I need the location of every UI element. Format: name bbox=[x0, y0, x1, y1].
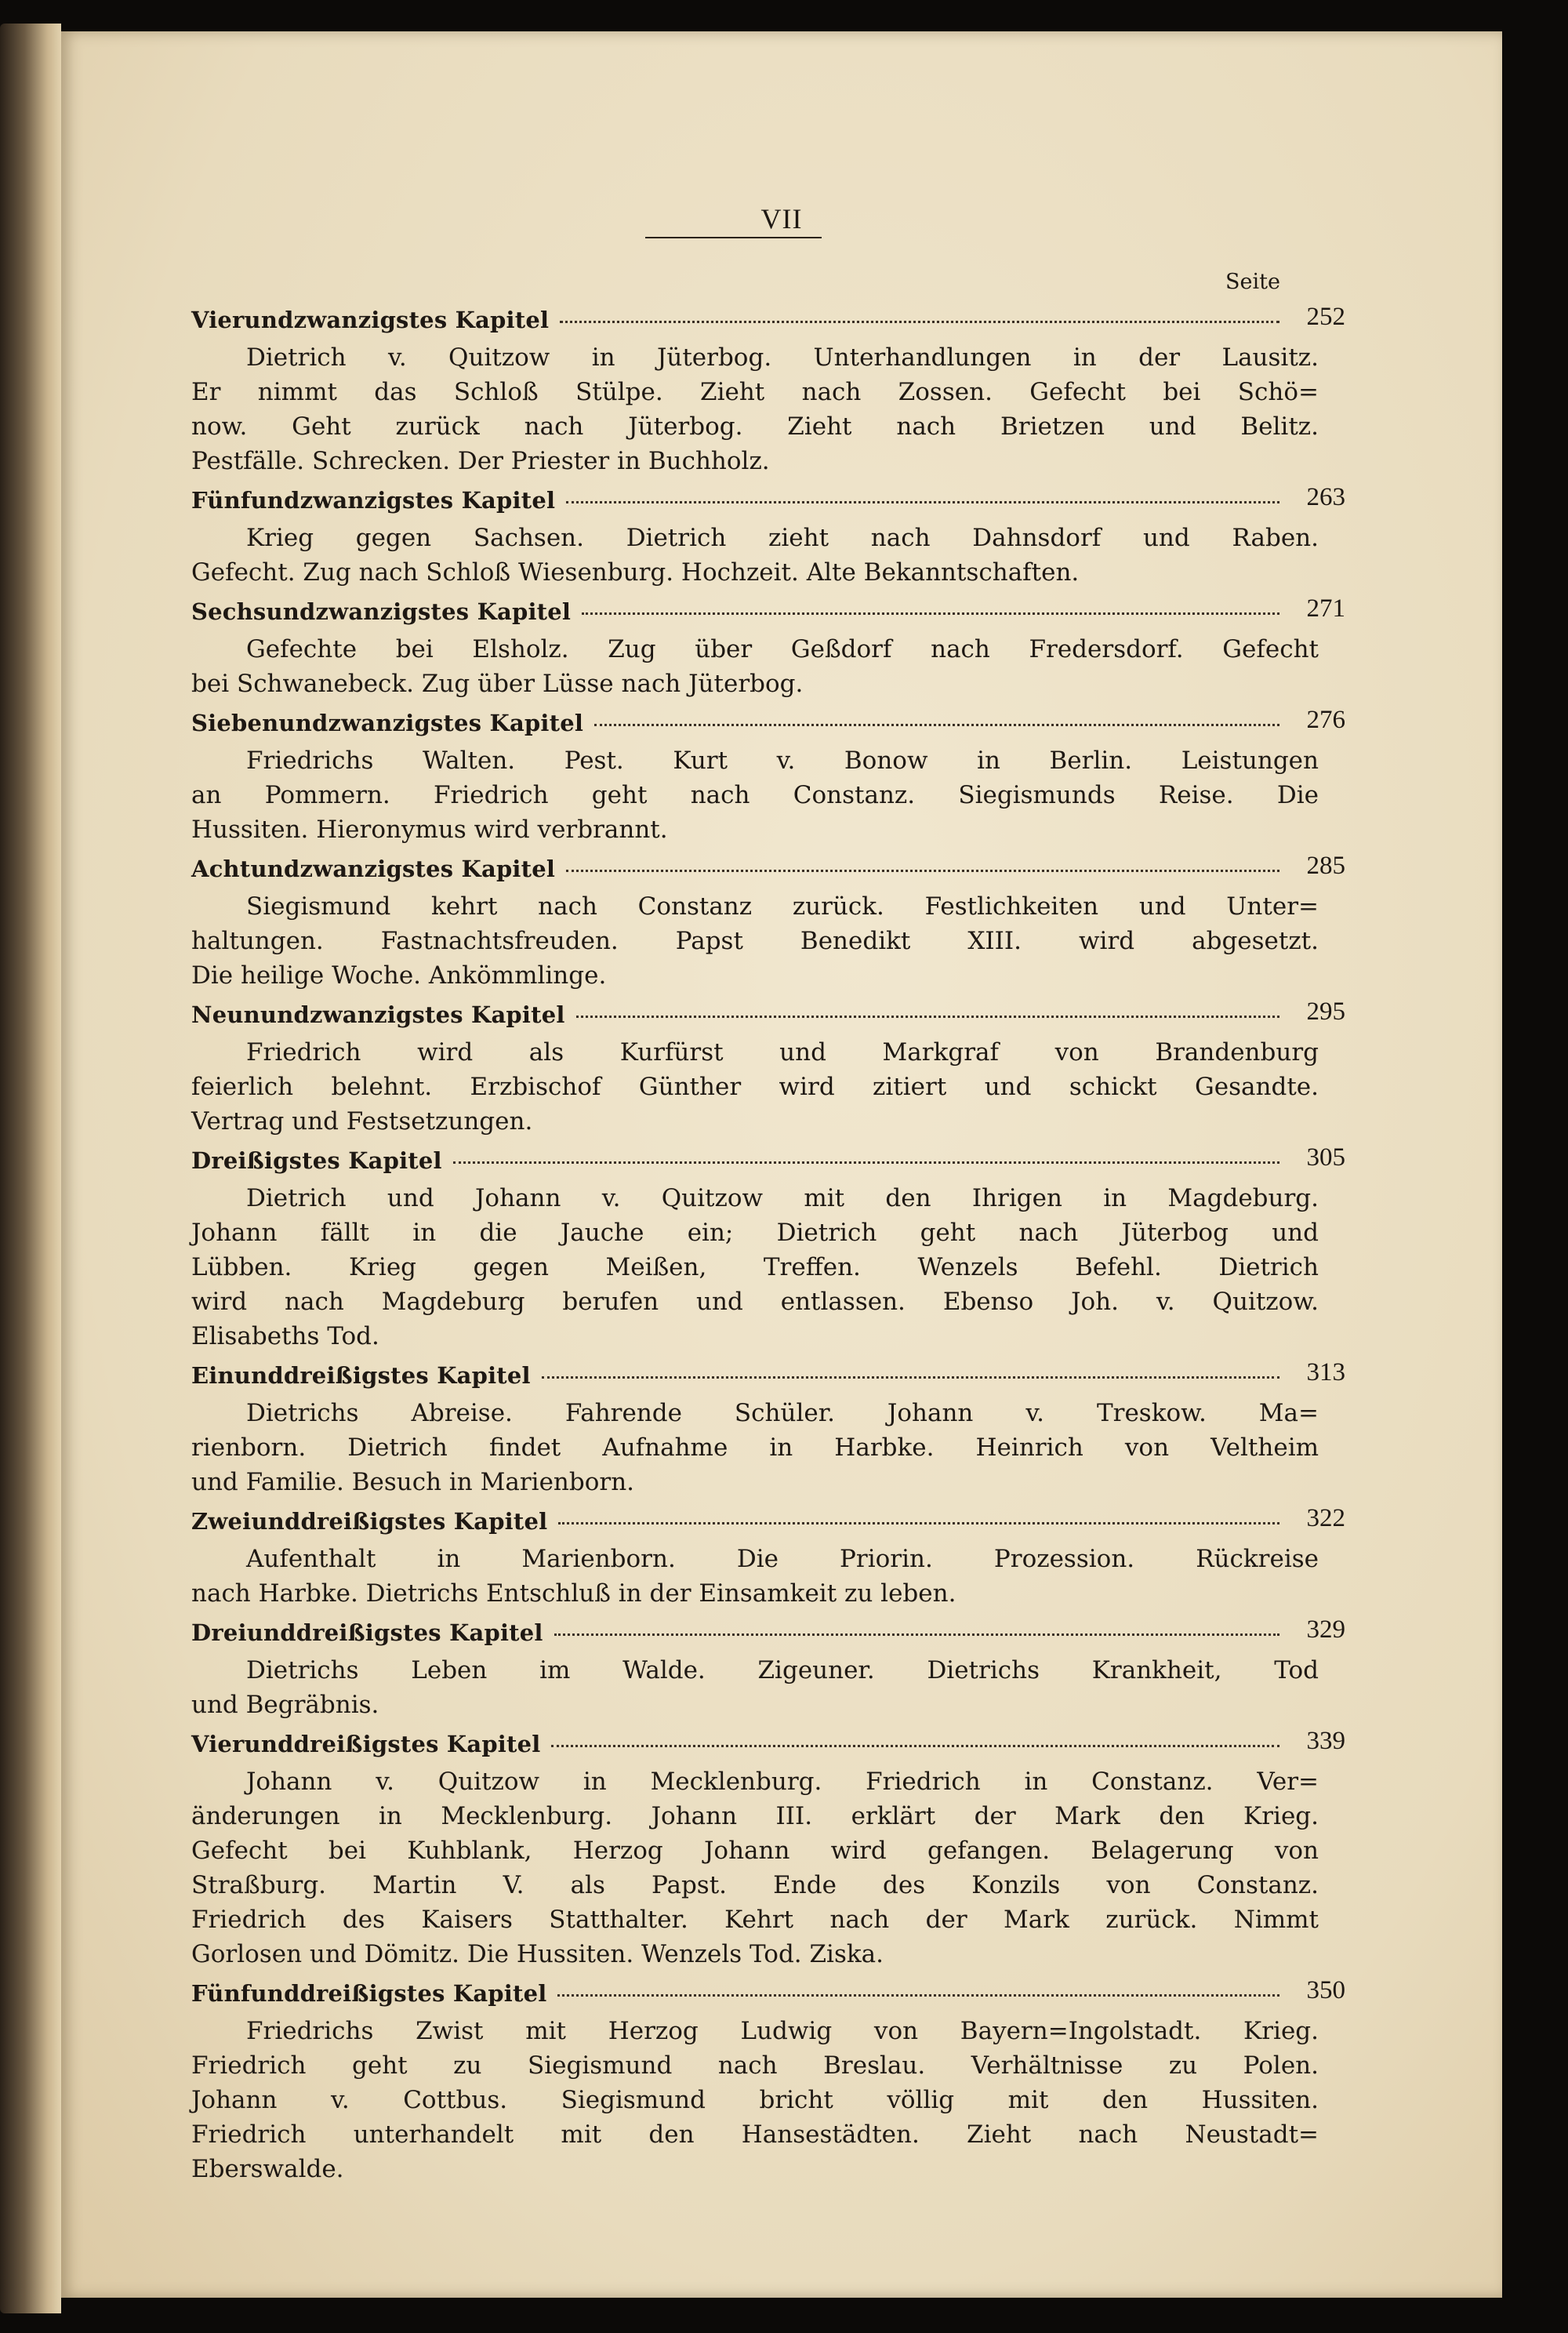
toc-heading-row bbox=[191, 1976, 1345, 2014]
chapter-heading: Achtundzwanzigstes Kapitel bbox=[191, 856, 556, 882]
chapter-heading: Neunundzwanzigstes Kapitel bbox=[191, 1001, 565, 1028]
header-rule bbox=[645, 237, 822, 238]
toc-heading-row bbox=[191, 998, 1345, 1035]
chapter-page-number: 276 bbox=[1306, 706, 1345, 734]
summary-line: Pestfälle. Schrecken. Der Priester in Buchholz. bbox=[191, 447, 770, 475]
summary-line: Friedrich des Kaisers Statthalter. Kehrt nach der Mark zurück. Nimmt bbox=[191, 1906, 1319, 1934]
toc-entry bbox=[191, 303, 1345, 478]
toc-entry bbox=[191, 1727, 1345, 1971]
summary-line: Dietrich und Johann v. Quitzow mit den Ihrigen in Magdeburg. bbox=[246, 1184, 1319, 1212]
summary-line: Friedrich unterhandelt mit den Hansestädten. Zieht nach Neustadt= bbox=[191, 2120, 1319, 2149]
chapter-summary bbox=[191, 2014, 1319, 2186]
summary-line: Gefechte bei Elsholz. Zug über Geßdorf nach Fredersdorf. Gefecht bbox=[246, 635, 1319, 663]
toc-heading-row bbox=[191, 483, 1345, 521]
toc-entry bbox=[191, 483, 1345, 590]
chapter-heading: Einunddreißigstes Kapitel bbox=[191, 1362, 531, 1389]
chapter-heading: Zweiunddreißigstes Kapitel bbox=[191, 1508, 548, 1535]
chapter-page-number: 263 bbox=[1306, 483, 1345, 511]
dot-leader bbox=[551, 1745, 1279, 1747]
summary-line: Johann v. Quitzow in Mecklenburg. Friedrich in Constanz. Ver= bbox=[246, 1768, 1319, 1796]
toc-entry bbox=[191, 998, 1345, 1139]
chapter-summary bbox=[191, 1764, 1319, 1971]
chapter-heading: Sechsundzwanzigstes Kapitel bbox=[191, 598, 572, 625]
dot-leader bbox=[594, 724, 1279, 726]
chapter-summary bbox=[191, 1181, 1319, 1354]
dot-leader bbox=[554, 1633, 1279, 1636]
summary-line: Friedrich geht zu Siegismund nach Breslau. Verhältnisse zu Polen. bbox=[191, 2051, 1319, 2080]
summary-line: Friedrich wird als Kurfürst und Markgraf von Brandenburg bbox=[246, 1038, 1319, 1067]
toc-heading-row bbox=[191, 303, 1345, 340]
chapter-summary bbox=[191, 1035, 1319, 1139]
toc-heading-row bbox=[191, 1504, 1345, 1542]
toc-entry bbox=[191, 594, 1345, 701]
summary-line: Friedrichs Zwist mit Herzog Ludwig von Bayern=Ingolstadt. Krieg. bbox=[246, 2017, 1319, 2045]
summary-line: und Familie. Besuch in Marienborn. bbox=[191, 1468, 635, 1496]
book-page bbox=[61, 31, 1502, 2298]
chapter-page-number: 322 bbox=[1306, 1504, 1345, 1532]
summary-line: wird nach Magdeburg berufen und entlassen. Ebenso Joh. v. Quitzow. bbox=[191, 1288, 1319, 1316]
chapter-summary bbox=[191, 632, 1319, 701]
summary-line: Vertrag und Festsetzungen. bbox=[191, 1107, 533, 1136]
chapter-heading: Fünfundzwanzigstes Kapitel bbox=[191, 487, 556, 514]
dot-leader bbox=[453, 1161, 1279, 1164]
chapter-page-number: 295 bbox=[1306, 998, 1345, 1026]
summary-line: Hussiten. Hieronymus wird verbrannt. bbox=[191, 816, 668, 844]
dot-leader bbox=[566, 501, 1279, 503]
dot-leader bbox=[558, 1522, 1279, 1524]
toc-heading-row bbox=[191, 852, 1345, 889]
summary-line: Straßburg. Martin V. als Papst. Ende des Konzils von Constanz. bbox=[191, 1871, 1319, 1899]
chapter-heading: Siebenundzwanzigstes Kapitel bbox=[191, 710, 584, 736]
summary-line: Lübben. Krieg gegen Meißen, Treffen. Wenzels Befehl. Dietrich bbox=[191, 1253, 1319, 1281]
dot-leader bbox=[582, 612, 1279, 615]
chapter-summary bbox=[191, 521, 1319, 590]
chapter-page-number: 271 bbox=[1306, 594, 1345, 623]
chapter-heading: Fünfunddreißigstes Kapitel bbox=[191, 1980, 547, 2007]
chapter-page-number: 329 bbox=[1306, 1615, 1345, 1644]
summary-line: Aufenthalt in Marienborn. Die Priorin. Prozession. Rückreise bbox=[246, 1545, 1319, 1573]
chapter-page-number: 350 bbox=[1306, 1976, 1345, 2004]
summary-line: Dietrich v. Quitzow in Jüterbog. Unterhandlungen in der Lausitz. bbox=[246, 343, 1319, 372]
summary-line: Johann fällt in die Jauche ein; Dietrich geht nach Jüterbog und bbox=[191, 1219, 1319, 1247]
chapter-page-number: 285 bbox=[1306, 852, 1345, 880]
chapter-heading: Dreißigstes Kapitel bbox=[191, 1147, 442, 1174]
chapter-summary bbox=[191, 340, 1319, 478]
summary-line: Eberswalde. bbox=[191, 2155, 344, 2183]
summary-line: Dietrichs Leben im Walde. Zigeuner. Dietrichs Krankheit, Tod bbox=[246, 1656, 1319, 1684]
toc-entry bbox=[191, 1976, 1345, 2186]
toc-entry bbox=[191, 1615, 1345, 1722]
chapter-page-number: 339 bbox=[1306, 1727, 1345, 1755]
dot-leader bbox=[560, 321, 1279, 323]
toc-entry bbox=[191, 1358, 1345, 1499]
toc-entry bbox=[191, 1143, 1345, 1354]
chapter-summary bbox=[191, 1653, 1319, 1722]
chapter-heading: Vierunddreißigstes Kapitel bbox=[191, 1731, 541, 1757]
summary-line: und Begräbnis. bbox=[191, 1691, 379, 1719]
book-spine bbox=[0, 24, 61, 2313]
summary-line: Die heilige Woche. Ankömmlinge. bbox=[191, 961, 607, 990]
toc-heading-row bbox=[191, 706, 1345, 743]
chapter-summary bbox=[191, 1542, 1319, 1611]
summary-line: nach Harbke. Dietrichs Entschluß in der Einsamkeit zu leben. bbox=[191, 1579, 956, 1608]
summary-line: Gefecht bei Kuhblank, Herzog Johann wird gefangen. Belagerung von bbox=[191, 1837, 1319, 1865]
chapter-page-number: 305 bbox=[1306, 1143, 1345, 1172]
summary-line: Elisabeths Tod. bbox=[191, 1322, 379, 1350]
summary-line: Gefecht. Zug nach Schloß Wiesenburg. Hochzeit. Alte Bekanntschaften. bbox=[191, 558, 1080, 587]
summary-line: rienborn. Dietrich findet Aufnahme in Harbke. Heinrich von Veltheim bbox=[191, 1434, 1319, 1462]
summary-line: bei Schwanebeck. Zug über Lüsse nach Jüterbog. bbox=[191, 670, 804, 698]
chapter-heading: Dreiunddreißigstes Kapitel bbox=[191, 1619, 543, 1646]
chapter-heading: Vierundzwanzigstes Kapitel bbox=[191, 307, 550, 333]
page-column-label: Seite bbox=[1225, 270, 1280, 294]
chapter-summary bbox=[191, 743, 1319, 847]
page-number: VII bbox=[760, 203, 803, 234]
toc-heading-row bbox=[191, 1615, 1345, 1653]
summary-line: Gorlosen und Dömitz. Die Hussiten. Wenzels Tod. Ziska. bbox=[191, 1940, 884, 1968]
table-of-contents bbox=[191, 303, 1345, 2194]
dot-leader bbox=[566, 870, 1279, 872]
summary-line: Dietrichs Abreise. Fahrende Schüler. Johann v. Treskow. Ma= bbox=[246, 1399, 1319, 1427]
dot-leader bbox=[576, 1016, 1279, 1018]
dot-leader bbox=[557, 1994, 1279, 1997]
toc-entry bbox=[191, 852, 1345, 993]
summary-line: Friedrichs Walten. Pest. Kurt v. Bonow in Berlin. Leistungen bbox=[246, 747, 1319, 775]
dot-leader bbox=[542, 1376, 1279, 1379]
toc-entry bbox=[191, 706, 1345, 847]
summary-line: Siegismund kehrt nach Constanz zurück. Festlichkeiten und Unter= bbox=[246, 892, 1319, 921]
chapter-page-number: 252 bbox=[1306, 303, 1345, 331]
toc-heading-row bbox=[191, 1143, 1345, 1181]
summary-line: feierlich belehnt. Erzbischof Günther wird zitiert und schickt Gesandte. bbox=[191, 1073, 1319, 1101]
toc-heading-row bbox=[191, 1358, 1345, 1396]
summary-line: an Pommern. Friedrich geht nach Constanz. Siegismunds Reise. Die bbox=[191, 781, 1319, 809]
toc-heading-row bbox=[191, 594, 1345, 632]
page-header bbox=[61, 202, 1502, 235]
summary-line: now. Geht zurück nach Jüterbog. Zieht nach Brietzen und Belitz. bbox=[191, 412, 1319, 441]
summary-line: Krieg gegen Sachsen. Dietrich zieht nach Dahnsdorf und Raben. bbox=[246, 524, 1319, 552]
toc-entry bbox=[191, 1504, 1345, 1611]
chapter-summary bbox=[191, 889, 1319, 993]
chapter-page-number: 313 bbox=[1306, 1358, 1345, 1386]
summary-line: Er nimmt das Schloß Stülpe. Zieht nach Zossen. Gefecht bei Schö= bbox=[191, 378, 1319, 406]
chapter-summary bbox=[191, 1396, 1319, 1499]
toc-heading-row bbox=[191, 1727, 1345, 1764]
summary-line: änderungen in Mecklenburg. Johann III. erklärt der Mark den Krieg. bbox=[191, 1802, 1319, 1830]
summary-line: Johann v. Cottbus. Siegismund bricht völlig mit den Hussiten. bbox=[191, 2086, 1319, 2114]
summary-line: haltungen. Fastnachtsfreuden. Papst Benedikt XIII. wird abgesetzt. bbox=[191, 927, 1319, 955]
